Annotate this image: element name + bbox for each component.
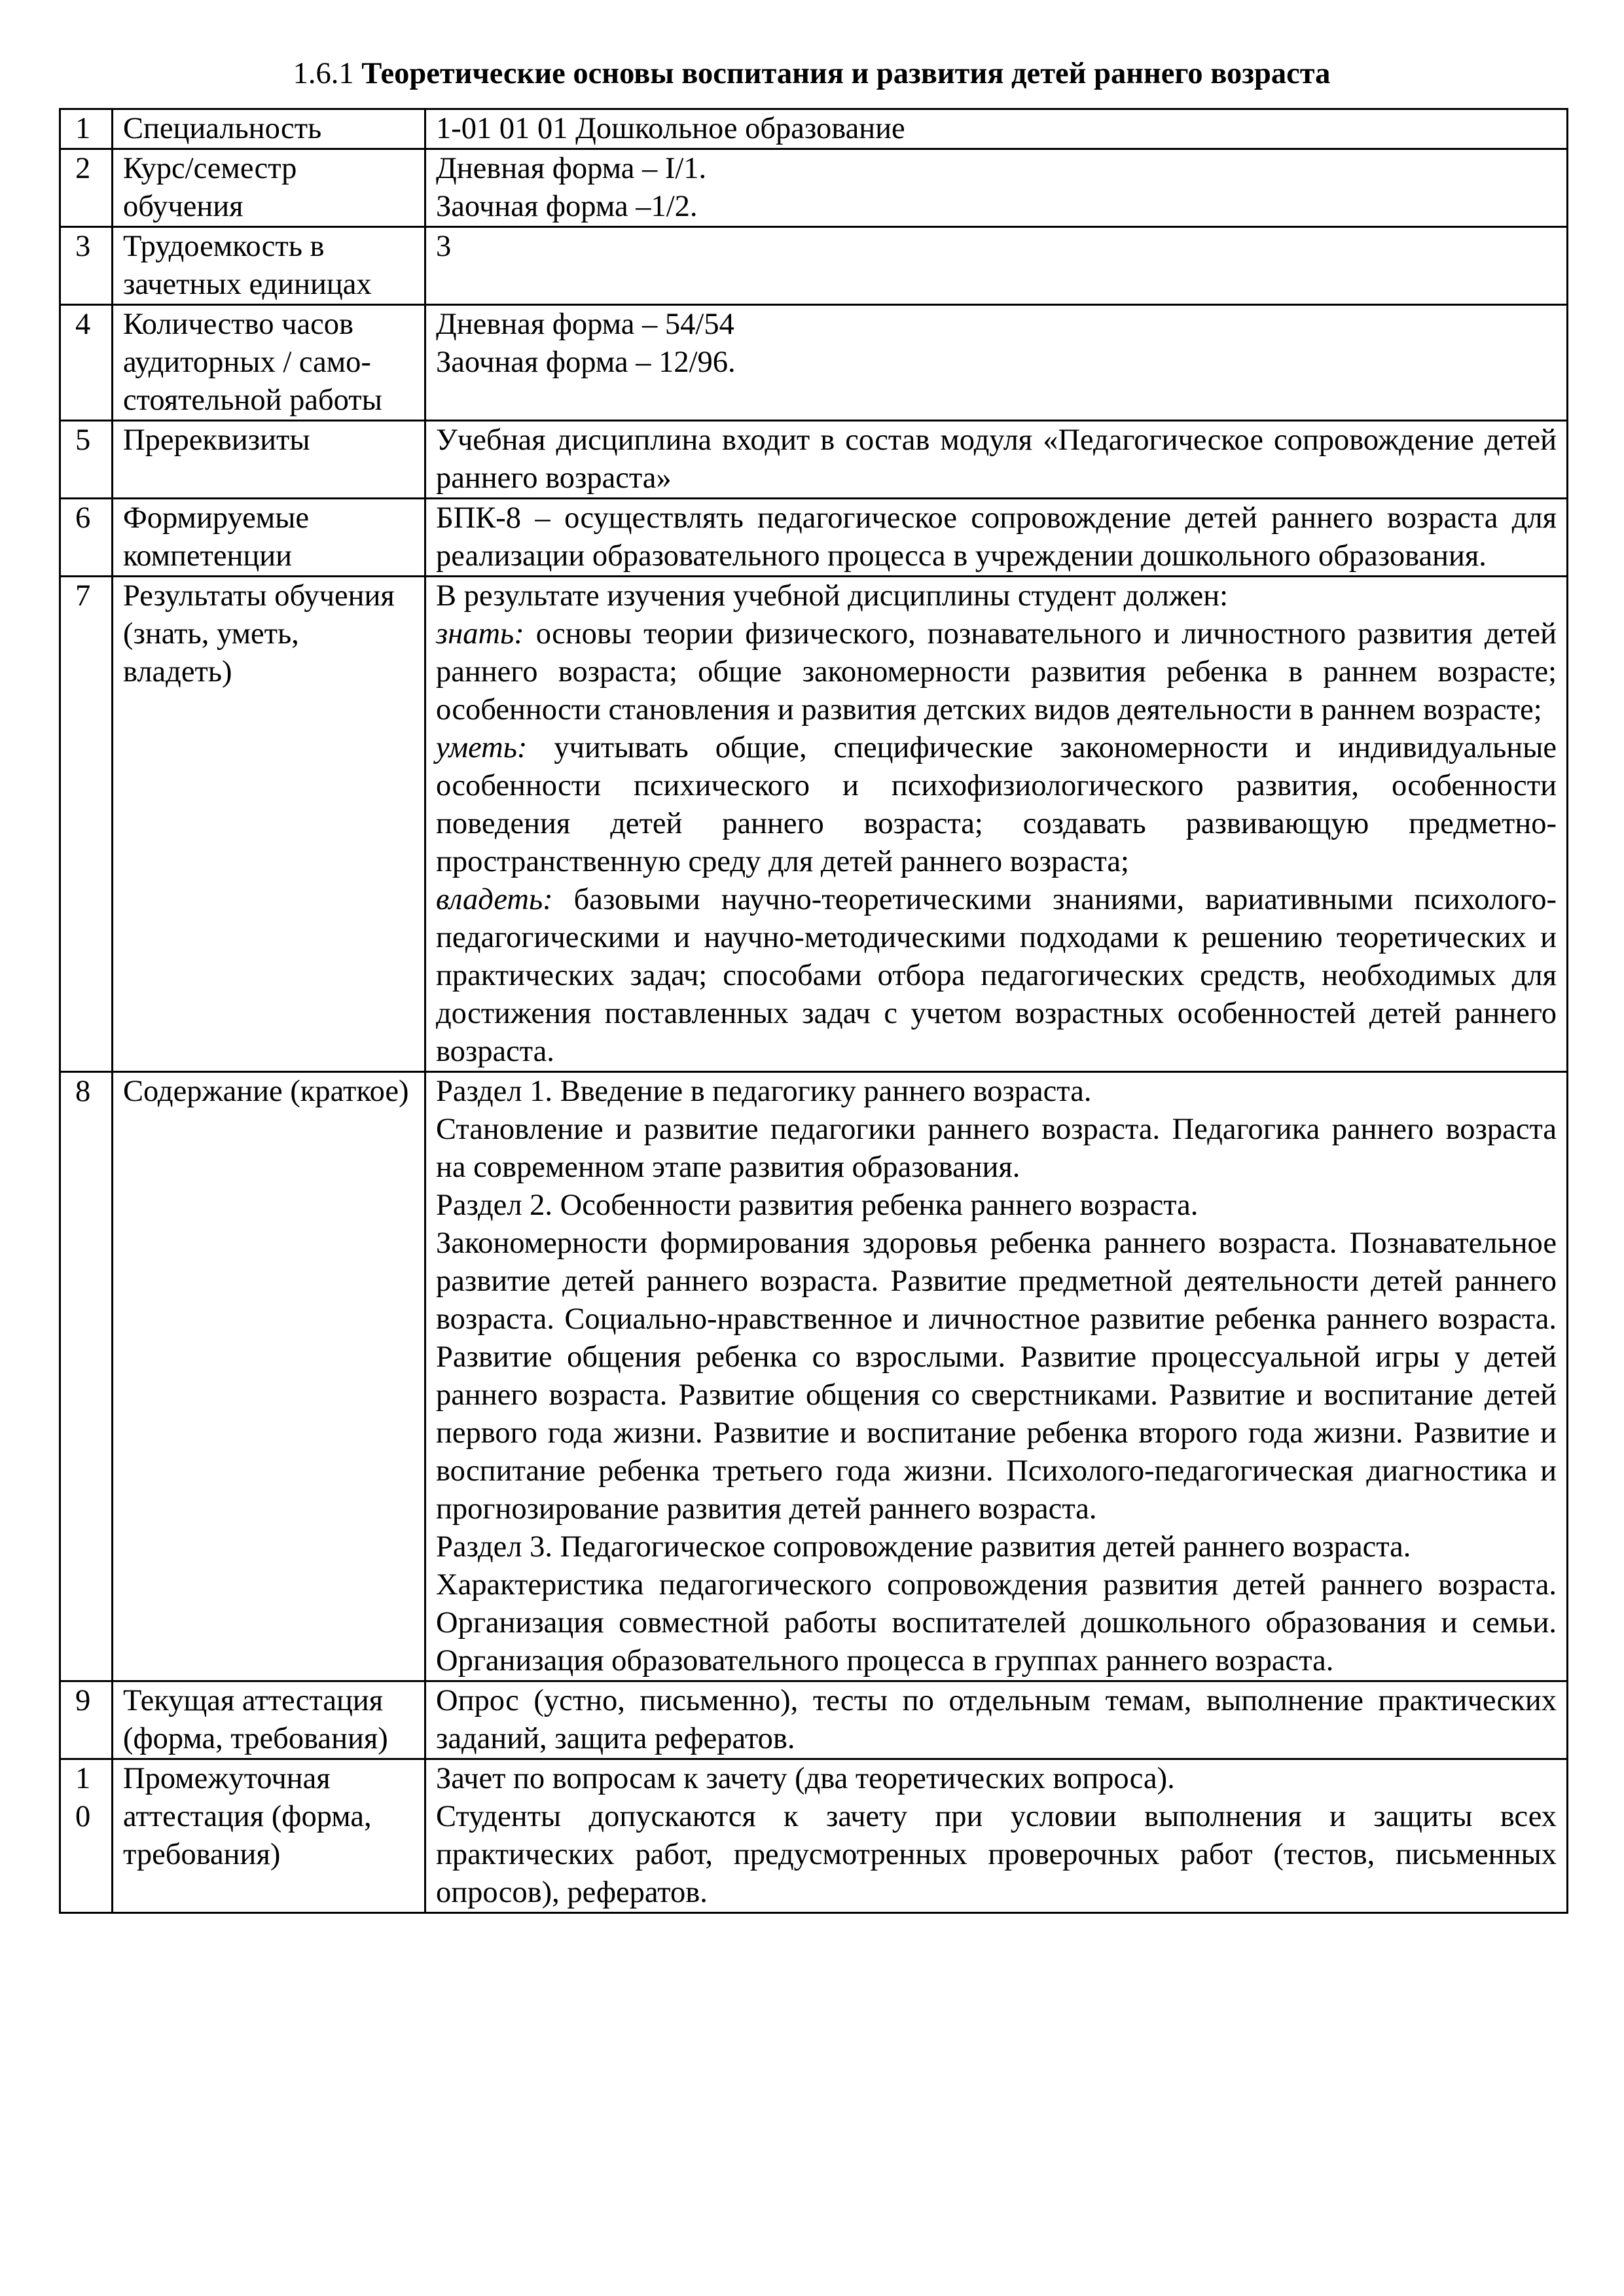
value-paragraph: Заочная форма –1/2. <box>436 190 698 223</box>
table-row <box>60 149 1568 227</box>
row-number: 6 <box>60 499 113 577</box>
value-paragraph: Характеристика педагогического сопровождения развития детей раннего возраста. Организация совместной работы воспитателей дошкольного образования и семьи. Организация образовательного процесса в группах раннего возраста. <box>436 1568 1557 1677</box>
own-item-text: базовыми научно-теоретическими знаниями, вариативными психолого-педагогическими и научно-методическими подходами к решению теоретических и практических задач; способами отбора педагогических средств, необходимых для достижения поставленных задач с учетом возрастных особенностей детей раннего возраста. <box>436 883 1557 1068</box>
row-label: Текущая аттестация (форма, требования) <box>113 1681 425 1759</box>
table-row <box>60 1759 1568 1913</box>
value-paragraph: Дневная форма – I/1. <box>436 152 707 185</box>
row-label: Курс/семестр обучения <box>113 149 425 227</box>
row-number: 10 <box>60 1759 113 1913</box>
row-value <box>425 577 1568 1072</box>
own-item <box>436 881 1557 1071</box>
know-item <box>436 615 1557 729</box>
row-label: Формируемые компетенции <box>113 499 425 577</box>
value-paragraph: Студенты допускаются к зачету при условии выполнения и защиты всех практических работ, предусмотренных проверочных работ (тестов, письменных опросов), рефератов. <box>436 1800 1557 1909</box>
row-number: 9 <box>60 1681 113 1759</box>
table-row <box>60 305 1568 421</box>
value-paragraph: Заочная форма – 12/96. <box>436 346 736 379</box>
value-paragraph: 1-01 01 01 Дошкольное образование <box>436 112 905 145</box>
value-paragraph: Дневная форма – 54/54 <box>436 308 734 341</box>
value-paragraph: 3 <box>436 230 452 263</box>
know-item-text: основы теории физического, познавательного и личностного развития детей раннего возраста; общие закономерности развития ребенка в раннем возрасте; особенности становления и развития детских видов деятельности в раннем возрасте; <box>436 617 1557 726</box>
section-title: Теоретические основы воспитания и развития детей раннего возраста <box>361 57 1331 90</box>
discipline-table <box>59 108 1568 1914</box>
table-row <box>60 421 1568 499</box>
row-value <box>425 1681 1568 1759</box>
table-row <box>60 1072 1568 1681</box>
row-value <box>425 1759 1568 1913</box>
can-item <box>436 729 1557 881</box>
row-value <box>425 305 1568 421</box>
row-number: 5 <box>60 421 113 499</box>
row-number: 8 <box>60 1072 113 1681</box>
row-number: 1 <box>60 109 113 149</box>
row-label: Пререквизиты <box>113 421 425 499</box>
table-row <box>60 109 1568 149</box>
table-row <box>60 227 1568 305</box>
row-number: 4 <box>60 305 113 421</box>
table-row <box>60 577 1568 1072</box>
know-item-label: знать: <box>436 617 524 651</box>
row-label: Количество часов аудиторных / самостоятельной работы <box>113 305 425 421</box>
value-paragraph: БПК-8 – осуществлять педагогическое сопровождение детей раннего возраста для реализации образовательного процесса в учреждении дошкольного образования. <box>436 501 1557 573</box>
row-value <box>425 149 1568 227</box>
can-item-text: учитывать общие, специфические закономерности и индивидуальные особенности психического и психофизиологического развития, особенности поведения детей раннего возраста; создавать развивающую предметно-пространственную среду для детей раннего возраста; <box>436 731 1557 878</box>
row-value <box>425 1072 1568 1681</box>
value-paragraph: Закономерности формирования здоровья ребенка раннего возраста. Познавательное развитие детей раннего возраста. Развитие предметной деятельности детей раннего возраста. Социально-нравственное и личностное развитие ребенка раннего возраста. Развитие общения ребенка со взрослыми. Развитие процессуальной игры у детей раннего возраста. Развитие общения со сверстниками. Развитие и воспитание детей первого года жизни. Развитие и воспитание ребенка второго года жизни. Развитие и воспитание ребенка третьего года жизни. Психолого-педагогическая диагностика и прогнозирование развития детей раннего возраста. <box>436 1227 1557 1526</box>
row-label: Содержание (краткое) <box>113 1072 425 1681</box>
row-value <box>425 421 1568 499</box>
row-label: Специальность <box>113 109 425 149</box>
row-value <box>425 227 1568 305</box>
table-body <box>60 109 1568 1913</box>
value-paragraph: Раздел 3. Педагогическое сопровождение развития детей раннего возраста. <box>436 1530 1411 1564</box>
table-row <box>60 1681 1568 1759</box>
row-number: 7 <box>60 577 113 1072</box>
row-label: Результаты обучения (знать, уметь, владеть) <box>113 577 425 1072</box>
value-paragraph: Зачет по вопросам к зачету (два теоретических вопроса). <box>436 1762 1175 1795</box>
value-paragraph: Раздел 1. Введение в педагогику раннего возраста. <box>436 1075 1092 1108</box>
page-title <box>59 51 1564 97</box>
results-intro: В результате изучения учебной дисциплины студент должен: <box>436 579 1229 613</box>
row-number: 3 <box>60 227 113 305</box>
value-paragraph: Раздел 2. Особенности развития ребенка раннего возраста. <box>436 1189 1199 1222</box>
table-row <box>60 499 1568 577</box>
row-label: Промежуточная аттестация (форма, требования) <box>113 1759 425 1913</box>
row-value <box>425 499 1568 577</box>
value-paragraph: Учебная дисциплина входит в состав модуля «Педагогическое сопровождение детей раннего возраста» <box>436 423 1557 495</box>
can-item-label: уметь: <box>436 731 528 764</box>
row-label: Трудоемкость в зачетных единицах <box>113 227 425 305</box>
row-number: 2 <box>60 149 113 227</box>
section-number: 1.6.1 <box>293 57 354 90</box>
row-value <box>425 109 1568 149</box>
value-paragraph: Становление и развитие педагогики раннего возраста. Педагогика раннего возраста на современном этапе развития образования. <box>436 1113 1557 1184</box>
value-paragraph: Опрос (устно, письменно), тесты по отдельным темам, выполнение практических заданий, защита рефератов. <box>436 1684 1557 1755</box>
own-item-label: владеть: <box>436 883 553 916</box>
